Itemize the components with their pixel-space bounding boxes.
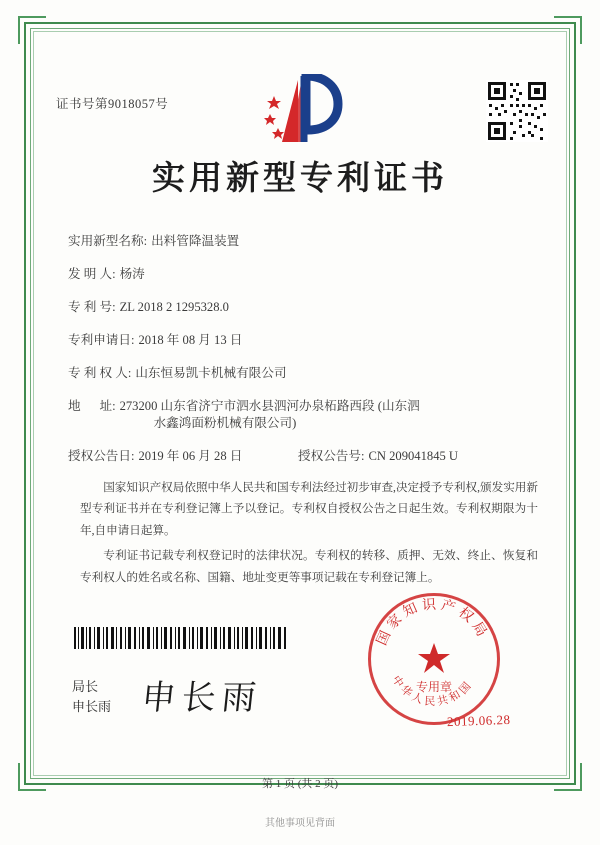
field-utility-model-name <box>68 233 544 250</box>
certificate-number: 证书号第9018057号 <box>56 97 169 111</box>
barcode <box>74 627 290 649</box>
svg-text:专用章: 专用章 <box>415 680 453 694</box>
field-value <box>120 398 544 432</box>
field-value: 山东恒易凯卡机械有限公司 <box>135 366 287 380</box>
svg-text:中华人民共和国: 中华人民共和国 <box>389 673 476 709</box>
svg-text:国家知识产权局: 国家知识产权局 <box>374 597 491 648</box>
publication-number <box>298 448 458 465</box>
corner-ornament-top-left <box>18 16 46 44</box>
page-number: 第 1 页 (共 2 页) <box>261 778 339 790</box>
address-line-2: 水鑫鸿面粉机械有限公司) <box>153 416 297 430</box>
signature-role: 局长 <box>72 678 99 694</box>
field-publication <box>68 448 544 465</box>
field-value: 杨涛 <box>119 267 145 281</box>
field-label: 专利申请日: <box>68 333 135 347</box>
field-inventor <box>68 266 544 283</box>
field-value: 2019 年 06 月 28 日 <box>138 449 243 463</box>
field-value: CN 209041845 U <box>368 449 459 463</box>
signature-name: 申长雨 <box>72 698 112 714</box>
certificate-content <box>46 48 554 765</box>
official-seal <box>368 593 500 725</box>
field-value: 出料管降温装置 <box>151 234 240 248</box>
field-label: 专 利 号: <box>68 300 116 314</box>
address-line-1: 273200 山东省济宁市泗水县泗河办泉柘路西段 (山东泗 <box>119 399 420 413</box>
seal-date: 2019.06.28 <box>446 711 511 730</box>
field-list <box>46 233 554 465</box>
field-label: 地 址: <box>68 399 116 413</box>
field-value: ZL 2018 2 1295328.0 <box>119 300 229 314</box>
field-patent-number <box>68 299 544 316</box>
legal-paragraph-1: 国家知识产权局依照中华人民共和国专利法经过初步审查,决定授予专利权,颁发实用新型专利证书并在专利登记簿上予以登记。专利权自授权公告之日起生效。专利权期限为十年,自申请日起算。 <box>80 481 538 537</box>
field-patentee <box>68 365 544 382</box>
field-label: 发 明 人: <box>68 267 116 281</box>
field-label: 授权公告日: <box>68 449 135 463</box>
field-address <box>68 398 544 432</box>
page-title: 实用新型专利证书 <box>152 161 448 197</box>
field-label: 专 利 权 人: <box>68 366 132 380</box>
legal-text <box>46 477 554 588</box>
footer-note: 其他事项见背面 <box>265 818 335 829</box>
publication-date <box>68 448 298 465</box>
field-value: 2018 年 08 月 13 日 <box>138 333 243 347</box>
qr-code-icon <box>486 80 548 142</box>
field-label: 实用新型名称: <box>68 234 148 248</box>
certificate-header <box>46 48 554 138</box>
field-application-date <box>68 332 544 349</box>
handwritten-signature: 申长雨 <box>139 680 264 717</box>
field-label: 授权公告号: <box>298 449 365 463</box>
corner-ornament-top-right <box>554 16 582 44</box>
cnipa-logo-icon <box>252 74 348 148</box>
signature-block <box>72 677 111 717</box>
legal-paragraph-2: 专利证书记载专利权登记时的法律状况。专利权的转移、质押、无效、终止、恢复和专利权人的姓名或名称、国籍、地址变更等事项记载在专利登记簿上。 <box>80 549 538 584</box>
